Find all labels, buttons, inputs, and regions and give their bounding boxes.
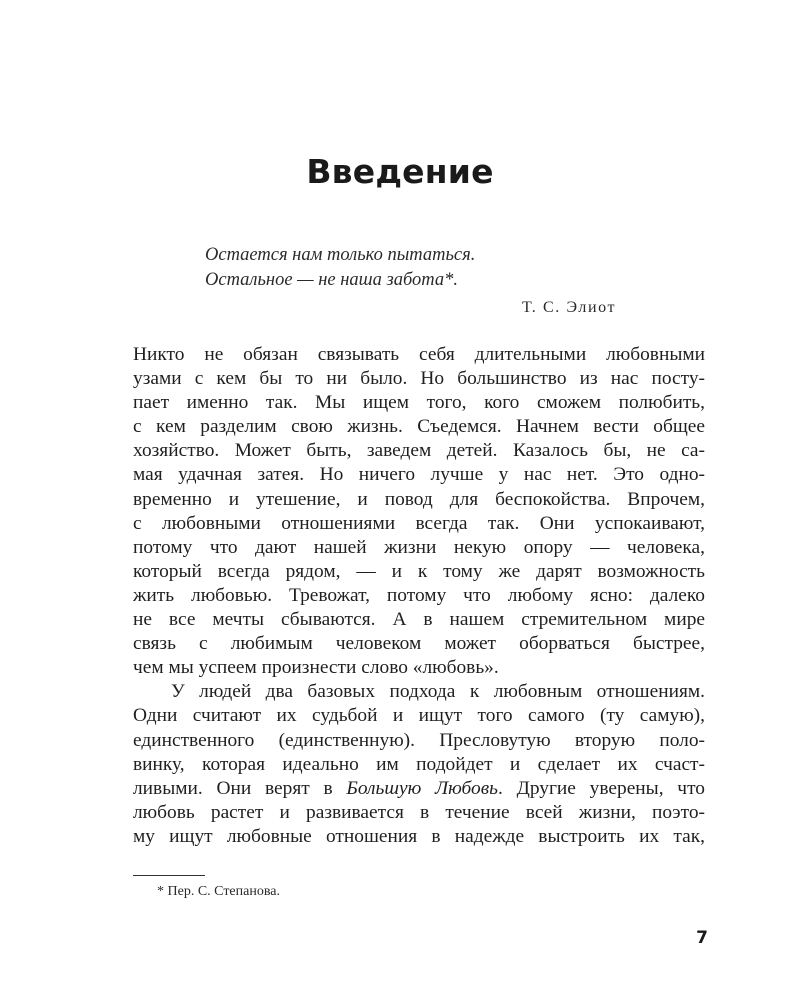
body-line: мая удачная затея. Но ничего лучше у нас нет. Это одно- [133,464,705,486]
body-line: хозяйство. Может быть, заведем детей. Казалось бы, не са- [133,440,705,462]
emphasis-text: Большую Любовь [346,777,498,799]
body-line: Никто не обязан связывать себя длительными любовными [133,344,705,365]
body-line: му ищут любовные отношения в надежде выстроить их так, [133,825,705,847]
body-line: временно и утешение, и повод для беспокойства. Впрочем, [133,488,705,510]
body-line: не все мечты сбываются. А в нашем стремительном мире [133,609,705,631]
body-line: с кем разделим свою жизнь. Съедемся. Начнем вести общее [133,416,705,438]
body-line: пает именно так. Мы ищем того, кого сможем полюбить, [133,392,705,414]
body-line: узами с кем бы то ни было. Но большинство из нас посту- [133,368,705,390]
epigraph [205,243,645,293]
page-title: Введение [306,152,494,191]
body-line: потому что дают нашей жизни некую опору — человека, [133,536,705,558]
body-line: Одни считают их судьбой и ищут того самого (ту самую), [133,705,705,727]
footnote: * Пер. С. Степанова. [157,884,280,899]
body-line: который всегда рядом, — и к тому же дарят возможность [133,560,705,582]
body-line: единственного (единственную). Пресловутую вторую поло- [133,729,705,751]
page-number: 7 [696,928,708,948]
body-line: связь с любимым человеком может оборваться быстрее, [133,633,705,655]
epigraph-author: Т. С. Элиот [522,299,617,316]
epigraph-line: Остается нам только пытаться. [205,245,476,265]
body-line-mixed [133,777,705,801]
body-line: жить любовью. Тревожат, потому что любому ясно: далеко [133,584,705,606]
body-line-head: ливыми. Они верят в [133,777,347,799]
body-line: с любовными отношениями всегда так. Они успокаивают, [133,512,705,534]
body-line: любовь растет и развивается в течение всей жизни, поэто- [133,801,705,823]
footnote-divider [133,875,205,876]
body-line: У людей два базовых подхода к любовным отношениям. [171,681,705,703]
body-text [133,343,705,849]
body-line: винку, которая идеально им подойдет и сделает их счаст- [133,753,705,775]
body-line-tail: . Другие уверены, что [498,777,705,799]
body-line: чем мы успеем произнести слово «любовь». [133,657,499,679]
epigraph-line: Остальное — не наша забота*. [205,270,459,290]
